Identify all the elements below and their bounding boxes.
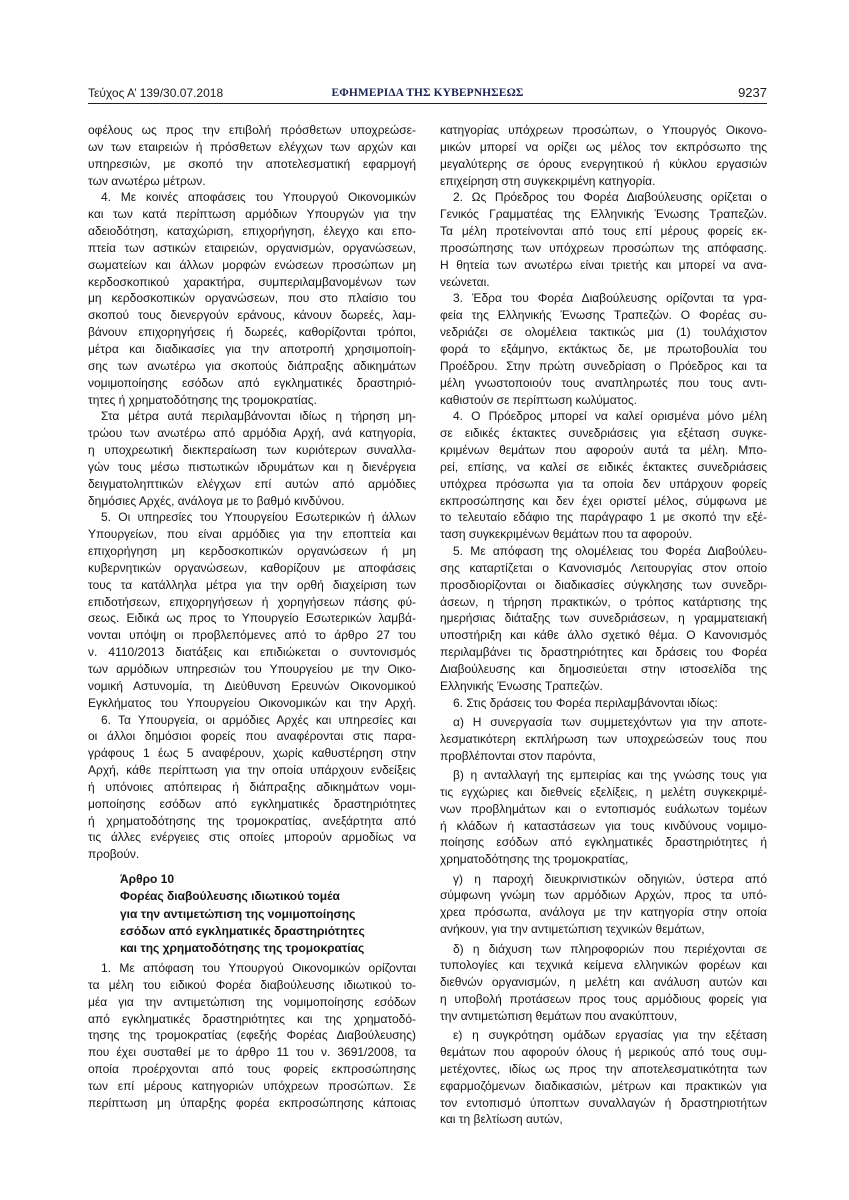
list-item bbox=[440, 1027, 767, 1128]
article-title-line: για την αντιμετώπιση της νομιμοποίησης bbox=[120, 906, 356, 921]
text-line: γ) η παροχή διευκρινιστικών οδηγιών, ύστερα από bbox=[453, 871, 767, 886]
text-line: 3. Έδρα του Φορέα Διαβούλευσης ορίζονται τα γρα- bbox=[453, 291, 767, 306]
text-line: κατηγορίας υπόχρεων προσώπων, ο Υπουργός Οικονο- bbox=[440, 123, 767, 137]
text-line: σεως. Ειδικά ως προς το Υπουργείο Εσωτερικών λαμβά- bbox=[88, 611, 416, 626]
paragraph bbox=[440, 290, 767, 408]
text-line: λεσματικότερη εκπλήρωση των υποχρεώσεών τους που bbox=[440, 731, 767, 746]
page-header bbox=[88, 84, 767, 102]
text-line: μετέχοντες, ιδίως ως προς την αποτελεσματικότητα των bbox=[440, 1061, 767, 1076]
text-line: καθιστούν σε περίπτωση κωλύματος. bbox=[440, 392, 638, 407]
text-line: εφαρμοζόμενων διαδικασιών, μέτρων και πρακτικών για bbox=[440, 1078, 767, 1093]
text-line: εκπροσώπησης και δεν έχει οριστεί μέλος, σύμφωνα με bbox=[440, 493, 767, 508]
list-item bbox=[440, 767, 767, 868]
list-item bbox=[440, 714, 767, 765]
text-line: Ελληνικής Ένωσης Τραπεζών. bbox=[440, 678, 603, 693]
text-line: νων προβλημάτων και ο εντοπισμός ευάλωτων τομέων bbox=[440, 801, 767, 816]
text-line: υποστήριξη και κάθε άλλο σχετικό θέμα. Ο Κανονισμός bbox=[440, 628, 767, 643]
text-line: των επί μέρους κατηγοριών υπόχρεων προσώπων. Σε bbox=[88, 1078, 416, 1093]
text-line: ανήκουν, για την αντιμετώπιση τεχνικών θεμάτων, bbox=[440, 922, 705, 937]
text-line: μέλη γνωστοποιούν τους αναπληρωτές που τους αντι- bbox=[440, 375, 767, 390]
text-line: προβούν. bbox=[88, 847, 140, 862]
text-line: ε) η συγκρότηση ομάδων εργασίας για την εξέταση bbox=[453, 1028, 767, 1043]
text-line: Διαβούλευσης και δημοσιεύεται στην ιστοσελίδα της bbox=[440, 662, 767, 676]
text-line: Υπουργείων, που είναι αρμόδιες για την εποπτεία και bbox=[88, 527, 416, 542]
text-line: ή υπόνοιες απόπειρας ή διάπραξης αδικημάτων νομι- bbox=[88, 779, 416, 794]
text-line: ημερήσιας διάταξης των συνεδριάσεων, η γραμματειακή bbox=[440, 611, 767, 626]
text-line: 6. Στις δράσεις του Φορέα περιλαμβάνονται ιδίως: bbox=[453, 695, 718, 710]
paragraph bbox=[88, 408, 416, 509]
text-line: ταση συγκεκριμένων θεμάτων που τα αφορούν. bbox=[440, 527, 693, 542]
paragraph bbox=[88, 960, 416, 1112]
text-line: χρεα πρόσωπα, ανάλογα με την κατηγορία στην οποία bbox=[440, 905, 767, 920]
text-line: μη κερδοσκοπικών οργανώσεων, που στο πλαίσιο του bbox=[88, 291, 416, 306]
text-line: σκοπού τους διενεργούν εράνους, κάνουν δωρεές, λαμ- bbox=[88, 308, 416, 323]
text-line: η υποβολή προτάσεων προς τους αρμόδιους φορείς για bbox=[440, 992, 767, 1007]
text-line: Γενικός Γραμματέας της Ελληνικής Ένωσης Τραπεζών. bbox=[440, 207, 767, 222]
text-line: οποία προέρχονται από τους φορείς εκπροσώπησης bbox=[88, 1062, 416, 1077]
text-line: δειγματοληπτικών ελέγχων επί αυτών από αρμόδιες bbox=[88, 476, 416, 491]
paragraph bbox=[88, 189, 416, 408]
text-line: που έχει συσταθεί με το άρθρο 11 του ν. 3691/2008, τα bbox=[88, 1045, 416, 1060]
text-line: τητες ή χρηματοδότησης της τρομοκρατίας. bbox=[88, 392, 317, 407]
text-line: σης καταρτίζεται ο Κανονισμός Λειτουργίας στον οποίο bbox=[440, 560, 767, 575]
issue-label: Τεύχος Α’ 139/30.07.2018 bbox=[88, 86, 224, 100]
text-line: και των κατά περίπτωση αρμόδιων Υπουργών για την bbox=[88, 207, 416, 222]
text-line: προσδιορίζονται οι διαδικασίες σύγκλησης των συνεδρι- bbox=[440, 577, 767, 592]
text-line: σε ειδικές έκτακτες συνεδριάσεις για εξέταση συγκε- bbox=[440, 426, 767, 441]
text-line: τησης της τρομοκρατίας (εφεξής Φορέας Διαβούλευσης) bbox=[88, 1028, 416, 1043]
paragraph bbox=[440, 543, 767, 695]
text-line: τρώου των ανωτέρω από αρμόδια Αρχή, ανά κατηγορία, bbox=[88, 426, 416, 441]
list-item bbox=[440, 871, 767, 938]
text-line: Τα μέλη προτείνονται από τους επί μέρους φορείς εκ- bbox=[440, 224, 767, 239]
paragraph bbox=[88, 509, 416, 711]
header-rule bbox=[88, 103, 767, 104]
text-line: β) η ανταλλαγή της εμπειρίας και της γνώσης τους για bbox=[453, 768, 767, 783]
paragraph bbox=[440, 695, 767, 712]
paragraph bbox=[88, 122, 416, 189]
text-line: νομιμοποίησης εσόδων από εγκληματικές δραστηριό- bbox=[88, 375, 416, 390]
text-line: Προέδρου. Στην πρώτη συνεδρίαση ο Πρόεδρος και τα bbox=[440, 358, 767, 373]
text-line: 4. Με κοινές αποφάσεις του Υπουργού Οικονομικών bbox=[101, 190, 416, 205]
article-title-line: Φορέας διαβούλευσης ιδιωτικού τομέα bbox=[120, 889, 340, 904]
text-line: κυβερνητικών οργανώσεων, καθορίζουν με αποφάσεις bbox=[88, 560, 416, 575]
text-line: από εγκληματικές δραστηριότητες και της χρηματοδό- bbox=[88, 1011, 416, 1026]
text-line: επιδοτήσεων, επιχορηγήσεων ή χορηγήσεων πάσης φύ- bbox=[88, 594, 416, 609]
paragraph bbox=[88, 712, 416, 864]
text-line: φεία της Ελληνικής Ένωσης Τραπεζών. Ο Φορέας συ- bbox=[440, 308, 767, 323]
text-line: των αρμόδιων υπηρεσιών του Υπουργείου με την Οικο- bbox=[88, 662, 416, 676]
text-line: α) Η συνεργασία των συμμετεχόντων για την αποτε- bbox=[453, 715, 767, 730]
text-line: σωματείων και άλλων μορφών ενώσεων προσώπων μη bbox=[88, 257, 416, 272]
text-line: την αντιμετώπιση θεμάτων που ανακύπτουν, bbox=[440, 1008, 678, 1023]
text-line: περιλαμβάνει τις δραστηριότητες και δράσεις του Φορέα bbox=[440, 645, 767, 660]
text-line: μικών μπορεί να ορίζει ως μέλος τον εκπρόσωπο της bbox=[440, 139, 767, 154]
text-line: αδειοδότηση, καταχώριση, επιχορήγηση, έλεγχο και επο- bbox=[88, 224, 416, 239]
text-line: οι άλλοι δημόσιοι φορείς που αναφέρονται στις παρα- bbox=[88, 729, 416, 744]
text-line: η υποχρεωτική διεκπεραίωση των κυριότερων συναλλα- bbox=[88, 443, 416, 458]
text-line: τις εγχώριες και διεθνείς εξελίξεις, η μελέτη συγκεκριμέ- bbox=[440, 784, 767, 799]
right-column bbox=[440, 122, 767, 1128]
text-line: υπόχρεα πρόσωπα για τα οποία δεν υπάρχουν φορείς bbox=[440, 476, 767, 491]
text-line: Εγκλήματος του Υπουργείου Οικονομικών και την Αρχή. bbox=[88, 695, 416, 710]
text-line: φορά το εξάμηνο, εκτάκτως δε, με πρωτοβουλία του bbox=[440, 341, 767, 356]
text-line: οφέλους ως προς την επιβολή πρόσθετων υποχρεώσε- bbox=[88, 123, 416, 137]
text-line: πτεία των αστικών εταιρειών, οργανισμών, οργανώσεων, bbox=[88, 240, 416, 255]
text-line: βάνουν επιχορηγήσεις ή δωρεές, καθορίζονται τρόποι, bbox=[88, 325, 416, 340]
text-line: κριμένων θεμάτων που αφορούν αυτά τα μέλη. Μπο- bbox=[440, 443, 767, 458]
text-line: γράφους 1 έως 5 αναφέρουν, χωρίς καθυστέρηση στην bbox=[88, 746, 416, 761]
paragraph bbox=[440, 189, 767, 290]
text-line: γών τους μέσω πιστωτικών ιδρυμάτων και η διενέργεια bbox=[88, 459, 416, 474]
text-line: των ανωτέρω μέτρων. bbox=[88, 173, 206, 188]
text-line: τα μέλη του ειδικού Φορέα διαβούλευσης ιδιωτικού το- bbox=[88, 977, 416, 992]
text-line: υπηρεσιών, με σκοπό την αποτελεσματική εφαρμογή bbox=[88, 156, 416, 171]
text-line: ων των εταιρειών ή πρόσθετων ελέγχων των αρχών και bbox=[88, 139, 416, 154]
article-number: Άρθρο 10 bbox=[120, 872, 175, 887]
text-line: 2. Ως Πρόεδρος του Φορέα Διαβούλευσης ορίζεται ο bbox=[453, 190, 767, 205]
text-line: το τελευταίο εδάφιο της παράγραφο 1 με σκοπό την εξέ- bbox=[440, 510, 767, 525]
text-line: τους τα κατάλληλα μέτρα για την ορθή διαχείριση των bbox=[88, 577, 416, 592]
text-line: ποίησης εσόδων από εγκληματικές δραστηριότητες ή bbox=[440, 835, 767, 850]
text-line: 1. Με απόφαση του Υπουργού Οικονομικών ορίζονται bbox=[101, 961, 416, 976]
left-column bbox=[88, 122, 416, 1112]
text-line: ή χρηματοδότησης της τρομοκρατίας, ανεξάρτητα από bbox=[88, 813, 416, 828]
text-line: χρηματοδότησης της τρομοκρατίας, bbox=[440, 852, 629, 867]
text-line: δ) η διάχυση των πληροφοριών που περιέχονται σε bbox=[453, 941, 767, 956]
text-line: Αρχή, κάθε περίπτωση για την οποία υπάρχουν ενδείξεις bbox=[88, 763, 416, 778]
gazette-title: ΕΦΗΜΕΡΙΔΑ ΤΗΣ ΚΥΒΕΡΝΗΣΕΩΣ bbox=[331, 87, 524, 99]
article-title-line: εσόδων από εγκληματικές δραστηριότητες bbox=[120, 923, 365, 938]
paragraph bbox=[440, 408, 767, 543]
text-line: θεμάτων που αφορούν όλους ή μερικούς από τους συμ- bbox=[440, 1045, 767, 1060]
text-line: νονται υπόψη οι προβλεπόμενες από το άρθρο 27 του bbox=[88, 628, 416, 643]
text-line: Στα μέτρα αυτά περιλαμβάνονται ιδίως η τήρηση μη- bbox=[101, 409, 416, 424]
text-line: 6. Τα Υπουργεία, οι αρμόδιες Αρχές και υπηρεσίες και bbox=[101, 712, 416, 727]
text-line: ρεί, επίσης, να καλεί σε ειδικές έκτακτες συνεδριάσεις bbox=[440, 459, 767, 474]
text-line: μεγαλύτερης σε όρους ενεργητικού ή κύκλου εργασιών bbox=[440, 156, 767, 171]
text-line: τον εντοπισμό ύποπτων συναλλαγών ή δραστηριοτήτων bbox=[440, 1095, 767, 1110]
text-line: 4. Ο Πρόεδρος μπορεί να καλεί ορισμένα μόνο μέλη bbox=[453, 409, 767, 424]
text-line: νεώνεται. bbox=[440, 274, 490, 289]
text-line: νεδριάζει σε ολομέλεια τακτικώς μια (1) τουλάχιστον bbox=[440, 325, 767, 340]
text-line: μοποίησης εσόδων από εγκληματικές δραστηριότητες bbox=[88, 796, 416, 811]
text-line: προβλέπονται στον παρόντα, bbox=[440, 748, 596, 763]
text-line: επιχείρηση στη συγκεκριμένη κατηγορία. bbox=[440, 173, 656, 188]
text-line: τις άλλες ενέργειες στις οποίες μπορούν αρμοδίως να bbox=[88, 830, 416, 845]
text-line: Η θητεία των ανωτέρω είναι τριετής και μπορεί να ανα- bbox=[440, 257, 767, 272]
text-line: κερδοσκοπικού χαρακτήρα, συμπεριλαμβανομένων των bbox=[88, 274, 416, 289]
text-line: δημόσιες Αρχές, ανάλογα με το βαθμό κινδύνου. bbox=[88, 493, 345, 508]
list-item bbox=[440, 941, 767, 1025]
text-line: μέα για την αντιμετώπιση της νομιμοποίησης εσόδων bbox=[88, 994, 416, 1009]
text-line: σης των ανωτέρω για σκοπούς διάπραξης αδικημάτων bbox=[88, 358, 416, 373]
text-line: τυπολογίες και τεχνικά κείμενα ελληνικών φορέων και bbox=[440, 958, 767, 973]
paragraph bbox=[440, 122, 767, 189]
text-line: και τη βελτίωση αυτών, bbox=[440, 1112, 563, 1127]
text-line: 5. Οι υπηρεσίες του Υπουργείου Εσωτερικών ή άλλων bbox=[101, 510, 416, 525]
text-line: 5. Με απόφαση της ολομέλειας του Φορέα Διαβούλευ- bbox=[453, 544, 767, 559]
article-heading bbox=[88, 871, 416, 957]
text-line: σύμφωνη γνώμη των αρμόδιων Αρχών, προς τα υπό- bbox=[440, 888, 767, 903]
page-number: 9237 bbox=[738, 85, 767, 100]
text-line: περίπτωση μη ύπαρξης φορέα εκπροσώπησης κάποιας bbox=[88, 1095, 416, 1110]
text-line: νομική Αστυνομία, τη Διεύθυνση Ερευνών Οικονομικού bbox=[88, 678, 416, 693]
text-line: μέτρα και διαδικασίες για την αποτροπή χρησιμοποίη- bbox=[88, 341, 416, 356]
article-title-line: και της χρηματοδότησης της τρομοκρατίας bbox=[120, 940, 365, 955]
text-line: ν. 4110/2013 διατάξεις και επιδιώκεται ο συντονισμός bbox=[88, 645, 416, 660]
text-line: άσεων, η τήρηση πρακτικών, ο τρόπος κατάρτισης της bbox=[440, 594, 767, 609]
text-line: ή κλάδων ή καταστάσεων για τους κινδύνους νομιμο- bbox=[440, 818, 767, 833]
text-line: επιχορήγηση μη κερδοσκοπικών οργανώσεων ή μη bbox=[88, 544, 416, 559]
text-line: προσώπησης των υπόχρεων προσώπων της απόφασης. bbox=[440, 240, 767, 255]
text-line: διεθνών οργανισμών, η μελέτη και ανάλυση αυτών και bbox=[440, 975, 767, 990]
